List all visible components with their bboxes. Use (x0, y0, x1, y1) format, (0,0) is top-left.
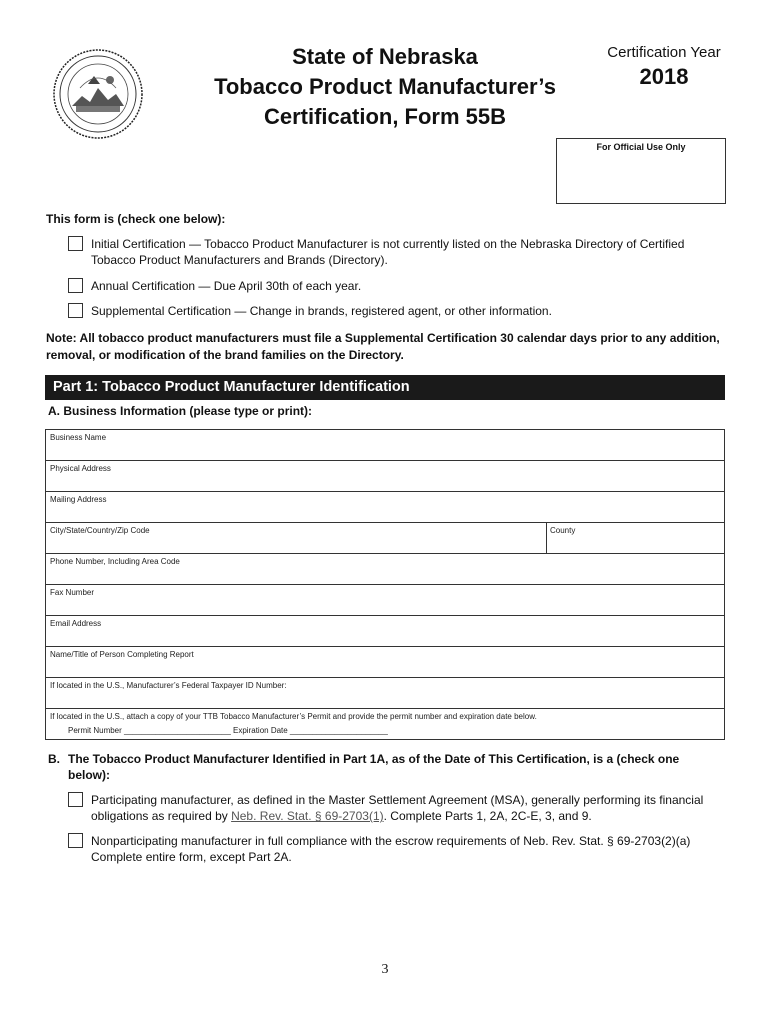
check-one-intro: This form is (check one below): (46, 212, 226, 226)
field-label: If located in the U.S., Manufacturer’s Federal Taxpayer ID Number: (50, 681, 287, 690)
taxpayer-id-field[interactable] (46, 678, 724, 709)
part1-header: Part 1: Tobacco Product Manufacturer Identification (45, 375, 725, 400)
fax-field[interactable] (46, 585, 724, 616)
section-b-number: B. (48, 752, 60, 766)
title-line-3: Certification, Form 55B (263, 104, 507, 129)
phone-field[interactable] (46, 554, 724, 585)
option-text (91, 792, 728, 824)
section-b-heading (48, 751, 718, 783)
option-text: Initial Certification — Tobacco Product Manufacturer is not currently listed on the Nebraska Directory of Certified Tobacco Product Manufacturers and Brands (Directory). (91, 237, 685, 267)
option-text: Annual Certification — Due April 30th of each year. (91, 279, 362, 293)
supplemental-note: Note: All tobacco product manufacturers must file a Supplemental Certification 30 calendar days prior to any addition, removal, or modification of the brand families on the Directory. (46, 331, 720, 362)
field-label: Phone Number, Including Area Code (50, 557, 180, 566)
nebraska-state-seal (52, 48, 144, 140)
field-label: Mailing Address (50, 495, 107, 504)
section-b-text: The Tobacco Product Manufacturer Identified in Part 1A, as of the Date of This Certification, is a (check one below): (68, 752, 680, 782)
title-line-2: Tobacco Product Manufacturer’s (214, 74, 556, 99)
opt1-post: . Complete Parts 1, 2A, 2C-E, 3, and 9. (383, 809, 592, 823)
option-participating-manufacturer[interactable] (68, 792, 728, 824)
checkbox-annual[interactable] (68, 278, 83, 293)
city-state-zip-field[interactable] (46, 523, 724, 554)
official-use-label: For Official Use Only (596, 142, 686, 152)
checkbox-initial[interactable] (68, 236, 83, 251)
official-use-box (556, 138, 726, 204)
field-label: Name/Title of Person Completing Report (50, 650, 194, 659)
county-field[interactable]: County (546, 523, 575, 553)
option-text: Nonparticipating manufacturer in full compliance with the escrow requirements of Neb. Rev. Stat. § 69-2703(2)(a) Complete entire form, except Part 2A. (91, 834, 691, 864)
business-info-grid (45, 429, 725, 740)
ttb-permit-field[interactable] (46, 709, 724, 739)
form-title (180, 42, 590, 132)
checkbox-participating[interactable] (68, 792, 83, 807)
field-label: Physical Address (50, 464, 111, 473)
mailing-address-field[interactable] (46, 492, 724, 523)
option-text: Supplemental Certification — Change in brands, registered agent, or other information. (91, 304, 552, 318)
title-line-1: State of Nebraska (292, 44, 478, 69)
option-annual-certification[interactable] (68, 278, 728, 294)
permit-number-expiration-line: Permit Number ________________________ Expiration Date ______________________ (68, 726, 388, 735)
certification-year-value: 2018 (639, 64, 689, 89)
page-number: 3 (381, 962, 389, 977)
field-label: Email Address (50, 619, 102, 628)
name-title-field[interactable] (46, 647, 724, 678)
option-supplemental-certification[interactable] (68, 303, 728, 319)
opt1-pre: Participating manufacturer, as defined in the Master Settlement Agreement (MSA), generally performing its financial obligations as required by (91, 793, 704, 823)
checkbox-supplemental[interactable] (68, 303, 83, 318)
field-label: City/State/Country/Zip Code (50, 526, 150, 535)
section-a-heading: A. Business Information (please type or print): (48, 404, 313, 418)
statute-link[interactable]: Neb. Rev. Stat. § 69-2703(1) (231, 809, 384, 823)
field-label: Business Name (50, 433, 107, 442)
option-nonparticipating-manufacturer[interactable] (68, 833, 728, 865)
checkbox-nonparticipating[interactable] (68, 833, 83, 848)
option-initial-certification[interactable] (68, 236, 728, 268)
certification-year-label: Certification Year (607, 44, 721, 61)
email-field[interactable] (46, 616, 724, 647)
field-label: If located in the U.S., attach a copy of your TTB Tobacco Manufacturer’s Permit and provide the permit number and expiration date below. (50, 712, 537, 721)
physical-address-field[interactable] (46, 461, 724, 492)
business-name-field[interactable] (46, 430, 724, 461)
field-label: Fax Number (50, 588, 95, 597)
